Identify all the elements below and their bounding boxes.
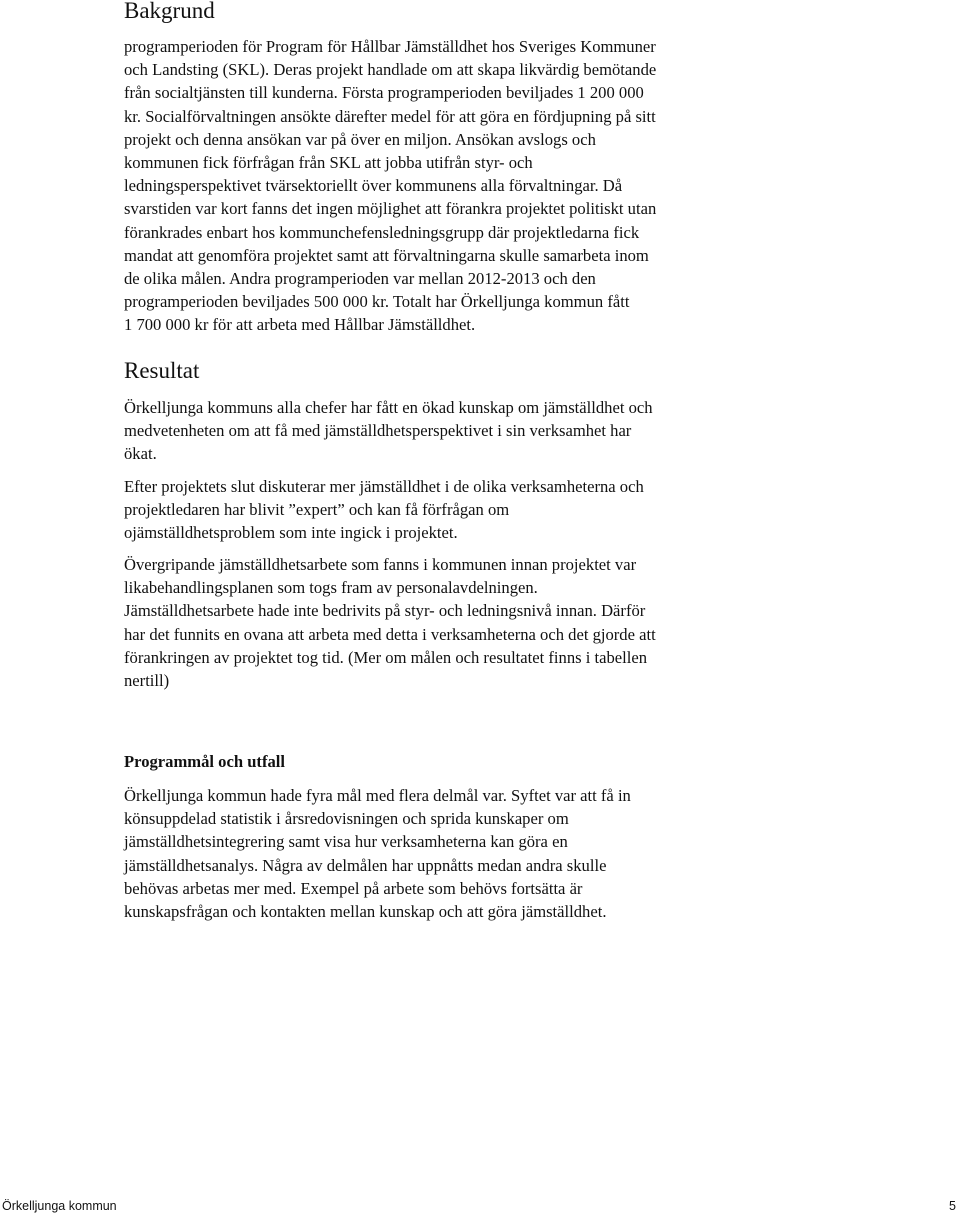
text-line: de olika målen. Andra programperioden var mellan 2012-2013 och den [124, 269, 596, 289]
text-line: Övergripande jämställdhetsarbete som fanns i kommunen innan projektet var [124, 555, 637, 574]
text-line: Örkelljunga kommuns alla chefer har fått en ökad kunskap om jämställdhet och [124, 398, 653, 417]
text-line: förankringen av projektet tog tid. (Mer om målen och resultatet finns i tabellen [124, 647, 648, 667]
text-line: jämställdhetsanalys. Några av delmålen har uppnåtts medan andra skulle [124, 855, 607, 875]
text-line: jämställdhetsintegrering samt visa hur verksamheterna kan göra en [124, 832, 568, 852]
text-line: projekt och denna ansökan var på över en miljon. Ansökan avslogs och [124, 129, 596, 149]
text-line: Örkelljunga kommun hade fyra mål med flera delmål var. Syftet var att få in [124, 786, 631, 805]
text-line: ledningsperspektivet tvärsektoriellt över kommunens alla förvaltningar. Då [124, 176, 623, 196]
text-line: kunskapsfrågan och kontakten mellan kunskap och att göra jämställdhet. [124, 902, 607, 922]
paragraph-bakgrund [124, 35, 764, 337]
paragraph-resultat-3 [124, 553, 764, 692]
text-line: mandat att genomföra projektet samt att förvaltningarna skulle samarbeta inom [124, 245, 649, 265]
text-line: från socialtjänsten till kunderna. Första programperioden beviljades 1 200 000 [124, 83, 644, 103]
heading-resultat: Resultat [124, 358, 200, 383]
heading-programmal: Programmål och utfall [124, 752, 285, 771]
paragraph-programmal [124, 784, 764, 923]
footer-page-number: 5 [949, 1199, 956, 1213]
text-line: könsuppdelad statistik i årsredovisningen och sprida kunskaper om [124, 809, 569, 829]
text-line: kr. Socialförvaltningen ansökte därefter medel för att göra en fördjupning på sitt [124, 106, 656, 126]
text-line: och Landsting (SKL). Deras projekt handlade om att skapa likvärdig bemötande [124, 60, 657, 80]
heading-bakgrund: Bakgrund [124, 0, 215, 23]
text-line: har det funnits en ovana att arbeta med detta i verksamheterna och det gjorde att [124, 624, 656, 644]
text-line: svarstiden var kort fanns det ingen möjlighet att förankra projektet politiskt utan [124, 199, 657, 219]
text-line: Efter projektets slut diskuterar mer jämställdhet i de olika verksamheterna och [124, 477, 644, 496]
text-line: behövas arbetas mer med. Exempel på arbete som behövs fortsätta är [124, 878, 583, 898]
text-line: likabehandlingsplanen som togs fram av personalavdelningen. [124, 578, 538, 598]
text-line: programperioden beviljades 500 000 kr. Totalt har Örkelljunga kommun fått [124, 292, 630, 312]
text-line: ökat. [124, 444, 157, 464]
text-line: 1 700 000 kr för att arbeta med Hållbar Jämställdhet. [124, 315, 476, 335]
text-line: medvetenheten om att få med jämställdhetsperspektivet i sin verksamhet har [124, 421, 632, 441]
text-line: förankrades enbart hos kommunchefensledningsgrupp där projektledarna fick [124, 222, 640, 242]
text-line: nertill) [124, 671, 170, 691]
text-line: projektledaren har blivit ”expert” och kan få förfrågan om [124, 500, 510, 520]
paragraph-resultat-2 [124, 475, 764, 545]
text-line: programperioden för Program för Hållbar Jämställdhet hos Sveriges Kommuner [124, 37, 656, 56]
paragraph-resultat-1 [124, 396, 764, 466]
footer-organization: Örkelljunga kommun [2, 1199, 117, 1213]
text-line: kommunen fick förfrågan från SKL att jobba utifrån styr- och [124, 153, 533, 173]
text-line: Jämställdhetsarbete hade inte bedrivits på styr- och ledningsnivå innan. Därför [124, 601, 646, 621]
text-line: ojämställdhetsproblem som inte ingick i projektet. [124, 523, 458, 543]
